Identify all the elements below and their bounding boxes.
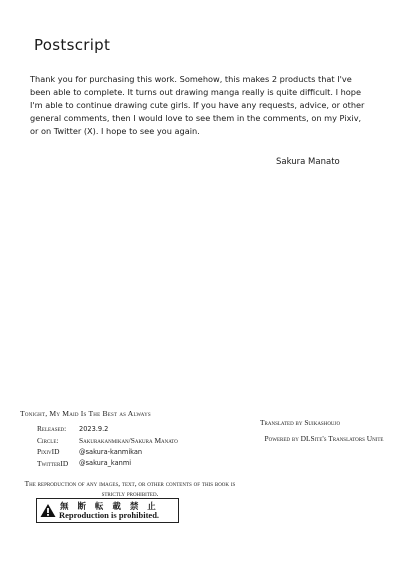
credit-label: PixivID xyxy=(37,447,60,457)
credit-label: TwitterID xyxy=(37,458,69,468)
author-signature: Sakura Manato xyxy=(276,157,340,167)
credit-row-circle xyxy=(37,435,212,447)
powered-by: Powered by DLSite's Translators Unite xyxy=(264,434,384,443)
badge-japanese-text: 無 断 転 載 禁 止 xyxy=(60,502,159,512)
reproduction-prohibited-badge xyxy=(36,498,179,523)
credit-value: @sakura-kanmikan xyxy=(79,447,143,456)
translated-by: Translated by Suikashoujo xyxy=(260,418,341,427)
credit-value: Sakurakanmikan/Sakura Manato xyxy=(79,435,178,445)
warning-icon xyxy=(40,503,56,518)
credit-label: Circle: xyxy=(37,435,59,445)
credit-label: Released: xyxy=(37,424,67,434)
credit-row-twitter xyxy=(37,458,212,470)
credit-row-released xyxy=(37,423,212,435)
credits-table xyxy=(37,423,212,469)
page-title: Postscript xyxy=(34,36,111,54)
credit-row-pixiv xyxy=(37,446,212,458)
badge-english-text: Reproduction is prohibited. xyxy=(59,510,160,520)
credit-value: @sakura_kanmi xyxy=(79,459,132,468)
reproduction-notice: The reproduction of any images, text, or other contents of this book is strictly prohibited. xyxy=(24,479,236,498)
postscript-body: Thank you for purchasing this work. Somehow, this makes 2 products that I've been able to complete. It turns out drawing manga really is quite difficult. I hope I'm able to continue drawing cute girls. If you have any requests, advice, or other general comments, then I would love to see them in the comments, on my Pixiv, or on Twitter (X). I hope to see you again. xyxy=(30,74,365,136)
credit-value: 2023.9.2 xyxy=(79,424,109,433)
work-title: Tonight, My Maid Is The Best as Always xyxy=(20,409,151,418)
